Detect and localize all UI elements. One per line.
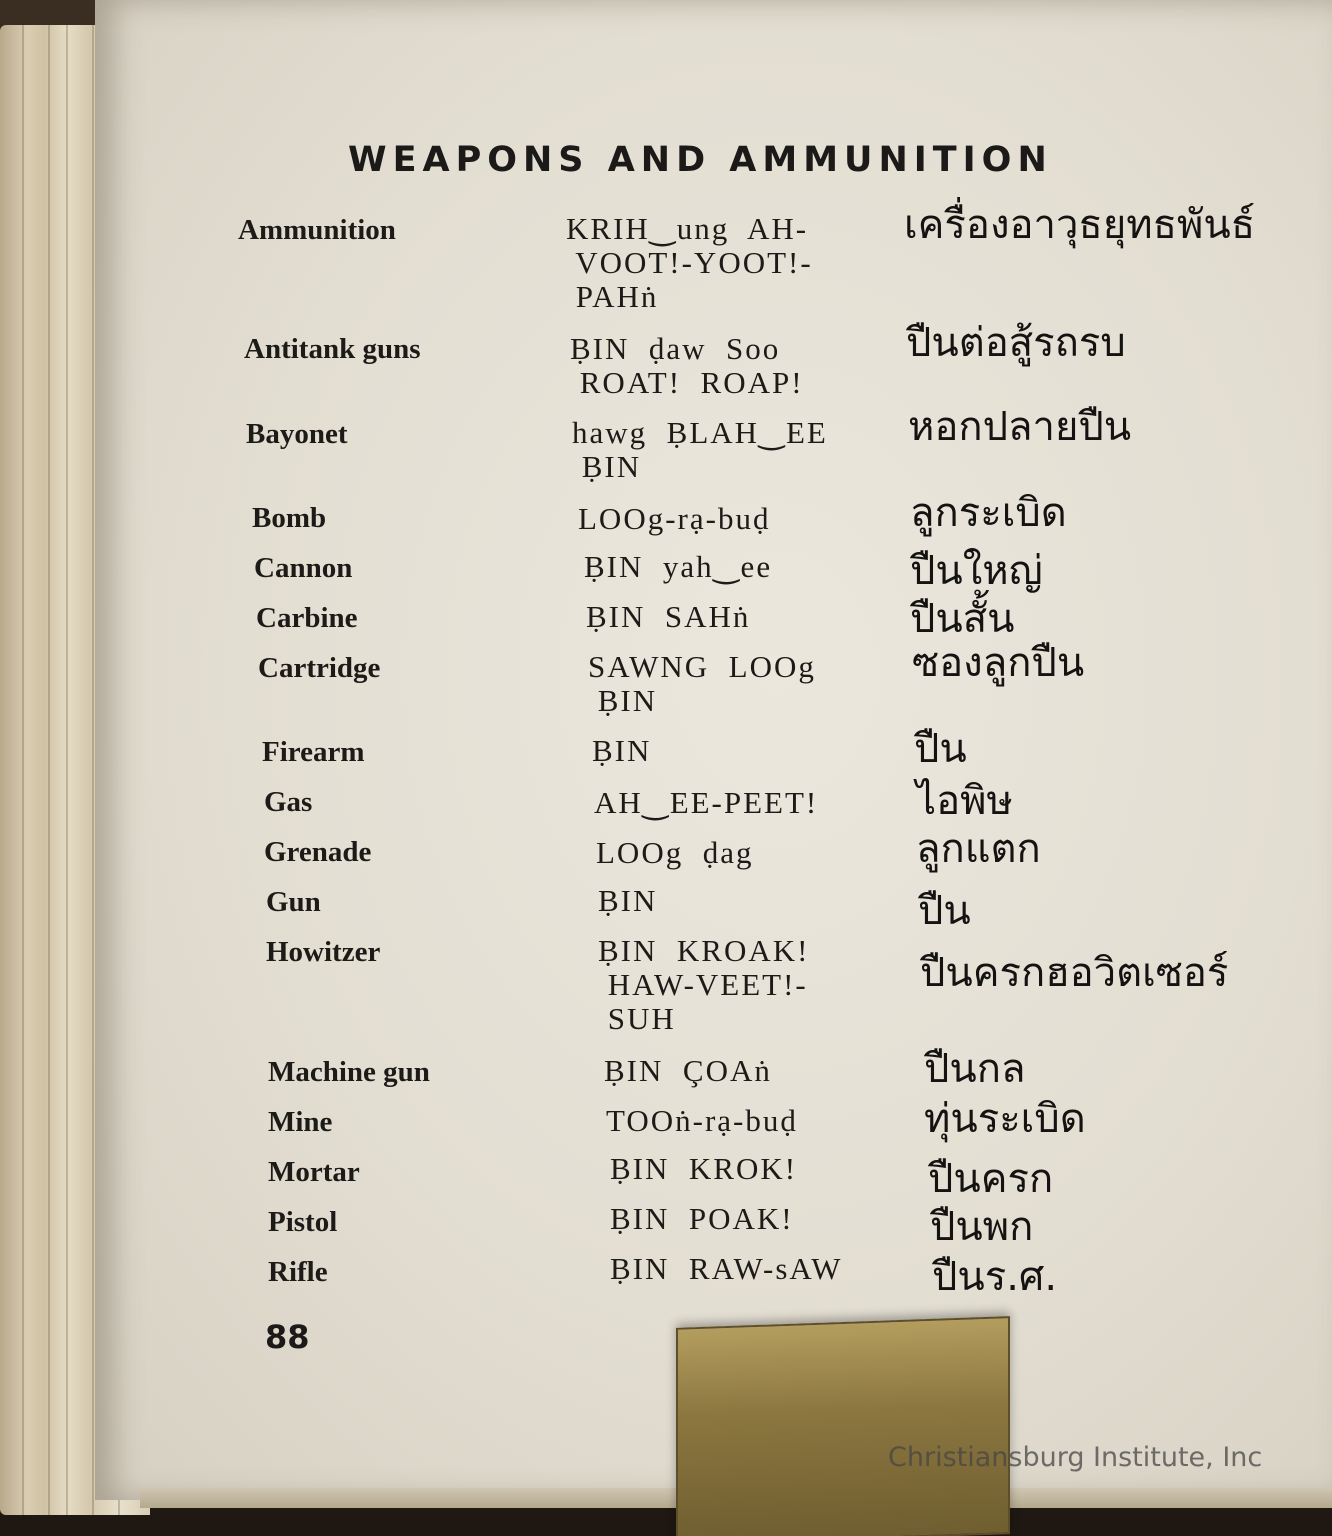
thai-term: ปืนสั้น (910, 596, 1015, 642)
page-title: WEAPONS AND AMMUNITION (348, 140, 1053, 180)
pronunciation: ḄIN yah‿ee (584, 549, 773, 584)
pronunciation: ḄIN ÇOAṅ (604, 1053, 772, 1088)
pronunciation: ḄIN KROAK! HAW-VEET!- SUH (598, 933, 810, 1036)
thai-term: ปืนร.ศ. (932, 1254, 1058, 1300)
pronunciation: hawg ḄLAH‿EE ḄIN (572, 415, 828, 484)
english-term: Cartridge (258, 652, 381, 684)
pronunciation: TOOṅ-rạ-buḍ (606, 1103, 798, 1138)
english-term: Ammunition (238, 214, 396, 246)
english-term: Pistol (268, 1206, 338, 1238)
english-term: Bayonet (246, 418, 348, 450)
english-term: Antitank guns (244, 333, 421, 365)
pronunciation: LOOg-rạ-buḍ (578, 501, 771, 536)
pronunciation: AH‿EE-PEET! (594, 785, 819, 820)
thai-term: ซองลูกปืน (912, 640, 1085, 686)
thai-term: ไอพิษ (916, 778, 1013, 824)
english-term: Firearm (262, 736, 365, 768)
pronunciation: ḄIN SAHṅ (586, 599, 751, 634)
thai-term: ปืนกล (924, 1046, 1026, 1092)
english-term: Machine gun (268, 1056, 430, 1088)
thai-term: ลูกระเบิด (910, 490, 1067, 536)
thai-term: ทุ่นระเบิด (924, 1096, 1086, 1142)
pronunciation: ḄIN POAK! (610, 1201, 794, 1236)
display-stand (676, 1316, 1010, 1536)
thai-term: ปืนครกฮอวิตเซอร์ (920, 950, 1229, 996)
thai-term: ปืนใหญ่ (910, 548, 1043, 594)
thai-term: ปืน (918, 888, 971, 934)
pronunciation: ḄIN RAW-sAW (610, 1251, 843, 1286)
english-term: Grenade (264, 836, 372, 868)
page-number: 88 (265, 1318, 310, 1356)
watermark: Christiansburg Institute, Inc (888, 1442, 1263, 1473)
pronunciation: ḄIN KROK! (610, 1151, 798, 1186)
thai-term: ปืนต่อสู้รถรบ (906, 320, 1126, 366)
thai-term: ลูกแตก (916, 826, 1041, 872)
thai-term: ปืนครก (928, 1156, 1054, 1202)
thai-term: ปืนพก (930, 1204, 1034, 1250)
english-term: Bomb (252, 502, 327, 534)
english-term: Mine (268, 1106, 333, 1138)
pronunciation: ḄIN (592, 733, 652, 768)
english-term: Mortar (268, 1156, 360, 1188)
pronunciation: ḄIN ḍaw Soo ROAT! ROAP! (570, 331, 804, 400)
pronunciation: KRIH‿ung AH- VOOT!-YOOT!- PAHṅ (566, 211, 813, 314)
thai-term: หอกปลายปืน (908, 404, 1132, 450)
english-term: Howitzer (266, 936, 381, 968)
pronunciation: LOOg ḍag (596, 835, 754, 870)
english-term: Gun (266, 886, 321, 918)
english-term: Carbine (256, 602, 358, 634)
pronunciation: SAWNG LOOg ḄIN (588, 649, 816, 718)
english-term: Rifle (268, 1256, 328, 1288)
pronunciation: ḄIN (598, 883, 658, 918)
thai-term: เครื่องอาวุธยุทธพันธ์ (904, 202, 1256, 248)
thai-term: ปืน (914, 726, 967, 772)
english-term: Cannon (254, 552, 353, 584)
english-term: Gas (264, 786, 313, 818)
